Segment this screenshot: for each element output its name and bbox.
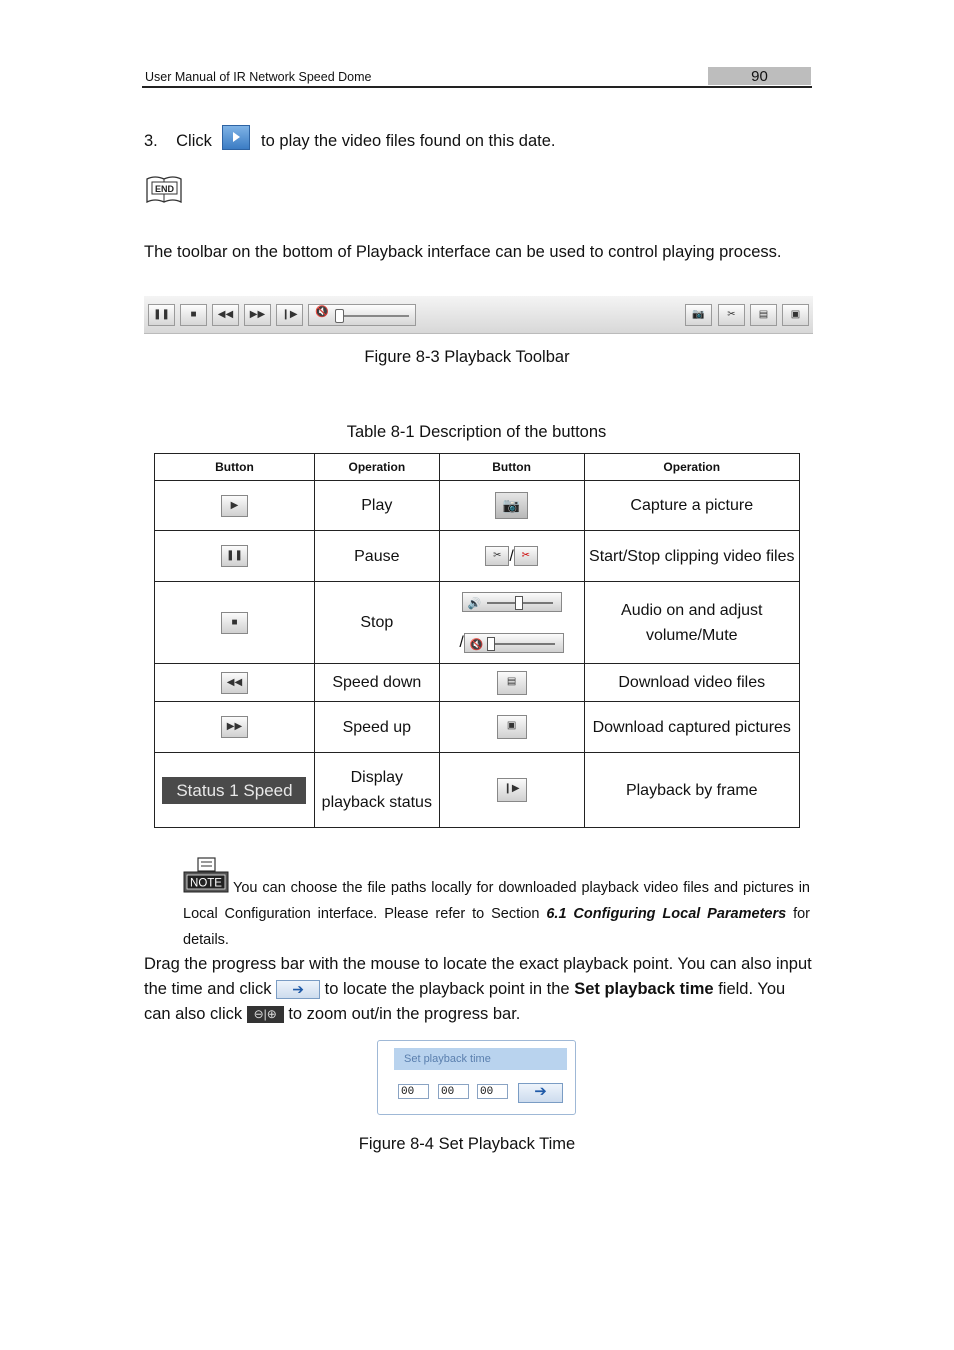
download-picture-icon: ▣ [497,715,527,739]
scissors-icon[interactable]: ✂ [718,304,745,326]
zoom-icon: ⊖|⊕ [247,1006,284,1023]
figure-8-4-caption: Figure 8-4 Set Playback Time [358,1135,576,1153]
operation-download-pictures: Download captured pictures [584,702,799,753]
operation-speed-up: Speed up [314,702,439,753]
note-text-bold: 6.1 Configuring Local Parameters [546,906,787,922]
locate-button[interactable] [518,1083,563,1103]
scissors-stop-icon: ✂ [514,546,538,566]
volume-on-slider [462,592,562,612]
operation-play: Play [314,481,439,531]
slash: / [459,633,464,651]
pause-icon[interactable]: ❚❚ [148,304,175,326]
operation-clip: Start/Stop clipping video files [584,531,799,582]
table-row [155,481,800,531]
operation-speed-down: Speed down [314,664,439,702]
table-row [155,753,800,828]
set-playback-time-panel [377,1040,576,1115]
operation-stop: Stop [314,582,439,664]
buttons-table [154,453,800,828]
table-row [155,702,800,753]
fast-forward-icon: ▶▶ [221,716,248,738]
camera-icon: 📷 [495,492,528,519]
download-video-icon[interactable]: ▤ [750,304,777,326]
download-picture-icon[interactable]: ▣ [782,304,809,326]
page-number: 90 [751,68,768,85]
table-row [155,582,800,664]
minute-input[interactable]: 00 [438,1084,469,1099]
volume-knob[interactable] [335,309,344,323]
end-icon [145,173,183,206]
para2-a: Drag the progress bar with the mouse to locate the exact playback point. You can also input the time and click [144,955,812,998]
second-input[interactable]: 00 [477,1084,508,1099]
table-row [155,531,800,582]
hour-input[interactable]: 00 [398,1084,429,1099]
para2-d: to zoom out/in the progress bar. [288,1005,521,1023]
header-button-2: Button [439,454,584,481]
operation-pause: Pause [314,531,439,582]
para2-b: to locate the playback point in the [324,980,570,998]
scissors-icon: ✂ [485,546,509,566]
volume-mute-icon: 🔇 [315,306,329,318]
paragraph-progress [144,952,814,1027]
note-text-post: for details. [183,906,810,948]
rewind-icon[interactable]: ◀◀ [212,304,239,326]
stop-icon: ■ [221,612,248,634]
play-icon: ▶ [221,495,248,517]
playback-toolbar [144,296,813,334]
header-rule [142,86,812,88]
set-playback-title: Set playback time [394,1048,567,1070]
slash: / [509,547,514,565]
step-frame-icon: ❙▶ [497,778,527,802]
table-row [155,664,800,702]
header-operation-2: Operation [584,454,799,481]
step-number: 3. [144,132,158,150]
volume-slider[interactable] [308,304,416,326]
stop-icon[interactable]: ■ [180,304,207,326]
play-icon [222,125,250,150]
arrow-right-icon: ➔ [534,1083,547,1100]
volume-track [339,315,409,317]
end-label: END [154,184,175,194]
volume-mute-slider [464,633,564,653]
figure-8-3-caption: Figure 8-3 Playback Toolbar [364,348,570,366]
arrow-right-icon: ➔ [276,980,320,999]
pause-icon: ❚❚ [221,545,248,567]
step-3 [144,129,556,154]
table-header-row [155,454,800,481]
volume-icon: 🔊 [467,598,482,611]
operation-audio: Audio on and adjust volume/Mute [584,582,799,664]
para2-c: field. You can also click [144,980,786,1023]
step-text-post: to play the video files found on this date. [261,132,556,150]
note-text-pre: You can choose the file paths locally for downloaded playback video files and pictures in Local Configuration interface. Please refer to Section [183,880,810,922]
step-text-pre: Click [176,132,212,150]
header-title: User Manual of IR Network Speed Dome [145,70,372,84]
note-text [183,875,810,953]
table-8-1-caption: Table 8-1 Description of the buttons [346,423,607,441]
download-video-icon: ▤ [497,671,527,695]
volume-mute-icon: 🔇 [469,638,484,651]
rewind-icon: ◀◀ [221,672,248,694]
step-frame-icon[interactable]: ❙▶ [276,304,303,326]
header-button: Button [155,454,315,481]
para2-bold: Set playback time [574,980,714,998]
operation-download-video: Download video files [584,664,799,702]
header-operation: Operation [314,454,439,481]
fast-forward-icon[interactable]: ▶▶ [244,304,271,326]
operation-capture: Capture a picture [584,481,799,531]
note-label: NOTE [190,877,222,890]
camera-icon[interactable]: 📷 [685,304,712,326]
paragraph-toolbar: The toolbar on the bottom of Playback interface can be used to control playing process. [144,243,782,261]
operation-frame: Playback by frame [584,753,799,828]
operation-status: Display playback status [314,753,439,828]
status-display: Status 1 Speed [162,777,306,804]
